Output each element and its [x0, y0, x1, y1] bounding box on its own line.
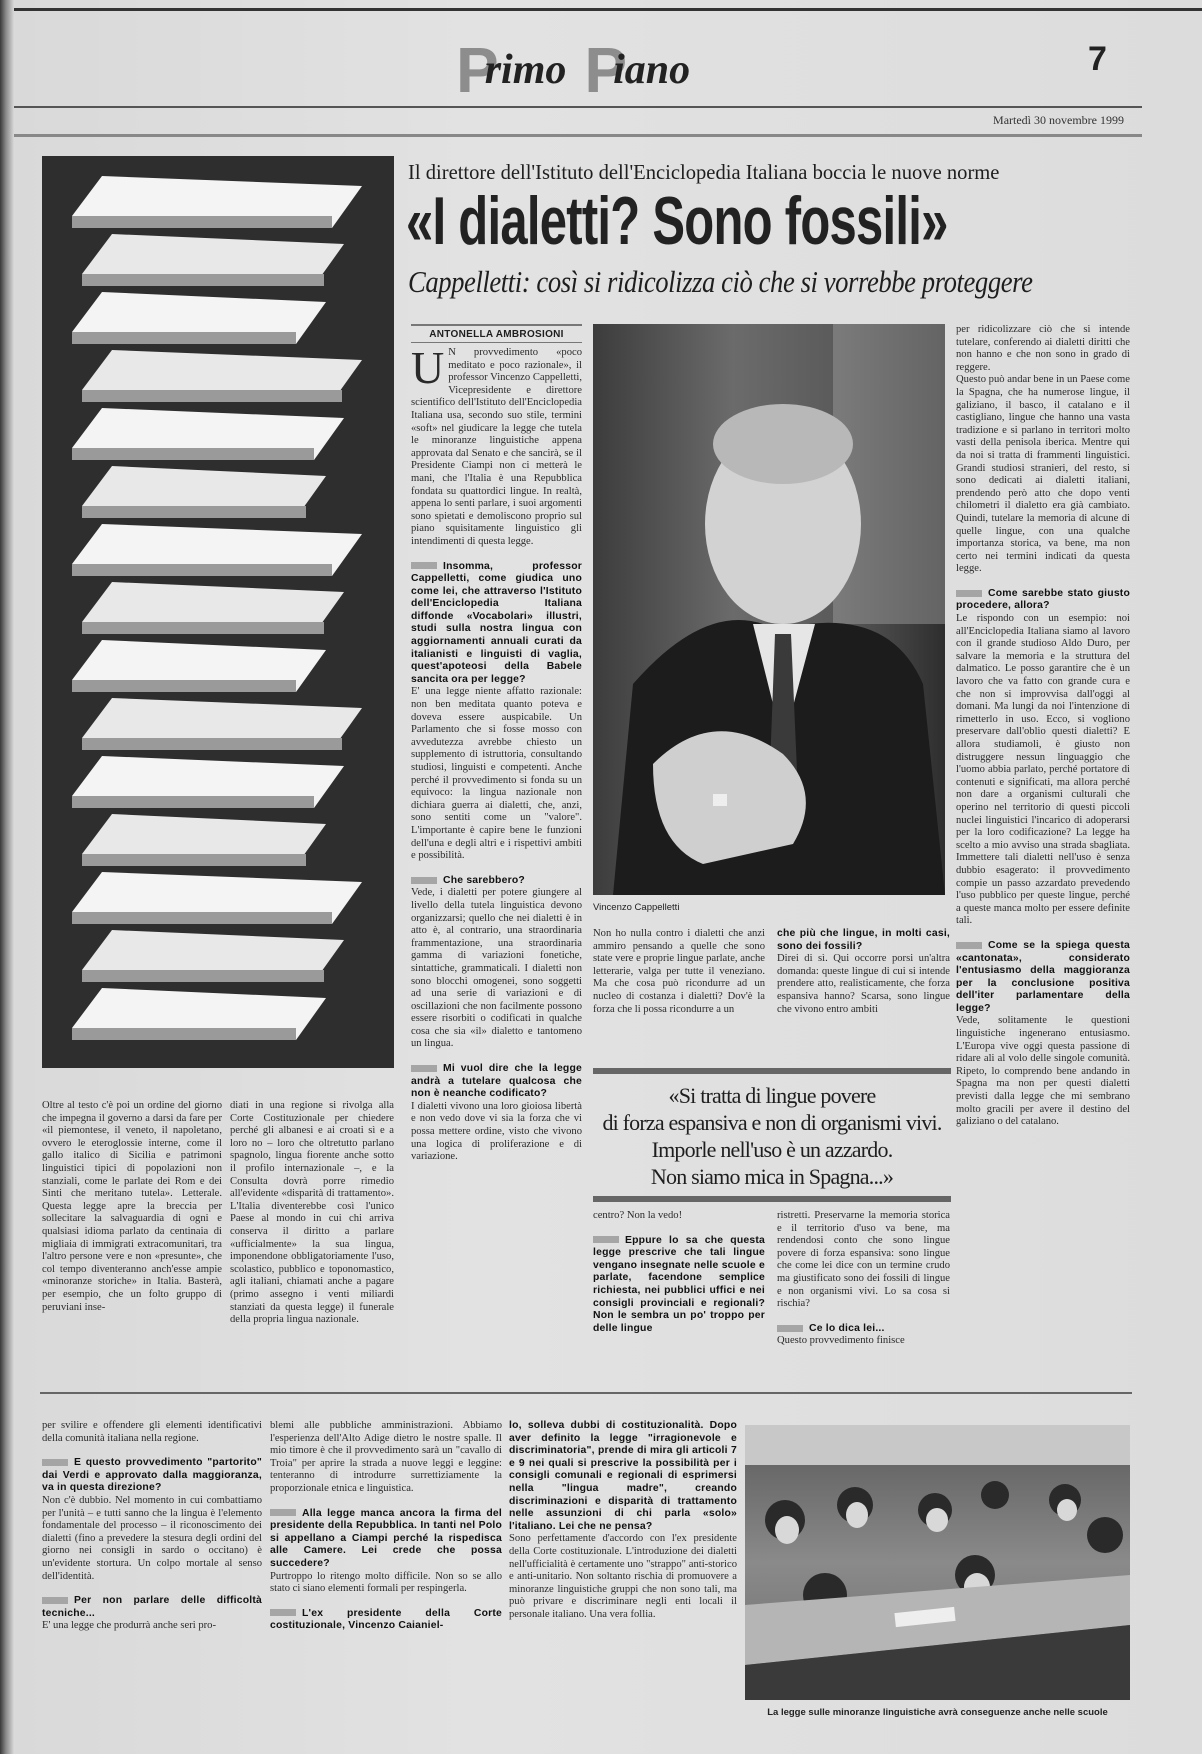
body-paragraph: E' una legge niente affatto razionale: non ben meditata quanto poteva e doveva essere auspicabile. Un Parlamento che si fosse mosso con avvedutezza avrebbe chiesto un supplemento di istruttoria, consultando studiosi, linguisti e competenti. Anche perché il provvedimento si fonda su un equivoco: la lingua nazionale non dichiara guerra ai dialetti, che, anzi, sono sentiti come un "valore". L'importante è capire bene le funzioni dell'una e degli altri e i rispettivi ambiti e possibilità. — [411, 686, 582, 862]
interview-question — [593, 1235, 765, 1336]
question-text: Per non parlare delle difficoltà tecniche... — [42, 1595, 262, 1619]
question-text: Mi vuol dire che la legge andrà a tutelare qualcosa che non è neanche codificato? — [411, 1063, 582, 1100]
interview-question — [777, 1323, 950, 1336]
book-spine — [72, 912, 332, 924]
question-marker-icon — [956, 942, 982, 949]
top-rule — [14, 8, 1202, 11]
body-paragraph: Oltre al testo c'è poi un ordine del giorno che impegna il governo a darsi da fare per «il piemontese, il veneto, il napoletano, ovvero le eteroglossie interne, come il gallo italico di Sicilia e patrimoni linguistici tipici di popolazioni non stanziali, come le parlate dei Rom e dei Sinti che meritano tutela». Letterale. Questa legge apre la breccia per sollecitare la salvaguardia di ogni e qualsiasi idioma parlato da centinaia di migliaia di immigrati extracomunitari, tra l'altro persone vere e non «presunte», che col tempo diventeranno anch'esse ampie «minoranze storiche» in Italia. Basterà, per esempio, che un folto gruppo di peruviani inse- — [42, 1100, 222, 1313]
section-divider — [40, 1392, 1132, 1394]
sidebar-column — [230, 1100, 394, 1388]
body-paragraph: Non ho nulla contro i dialetti che anzi ammiro pensando a quelle che sono state vere e proprie lingue parlate, anche letterarie, valga per tutte il veneziano. Ma che cosa può ricondurre ad un nucleo di costanza i dialetti? Dov'è la forza che li possa ricondurre a un — [593, 928, 765, 1015]
masthead-initial: P — [584, 34, 628, 106]
body-paragraph: per ridicolizzare ciò che si intende tutelare, conferendo ai dialetti diritti che non hanno e che non sono in grado di reggere. — [956, 324, 1130, 373]
question-text: Insomma, professor Cappelletti, come giudica uno come lei, che attraverso l'Istituto dell'Enciclopedia Italiana diffonde «Vocabolari» illustri, studi sulla nostra lingua con aggiornamenti annuali curati da italianisti e linguisti di vaglia, quest'apoteosi della Babele sancita ora per legge? — [411, 560, 582, 685]
sidebar-column — [42, 1100, 222, 1388]
question-marker-icon — [270, 1609, 296, 1616]
body-paragraph: blemi alle pubbliche amministrazioni. Abbiamo l'esperienza dell'Alto Adige dietro le nostre spalle. Il mio timore è che il provvedimento sarà un "cavallo di Troia" per aprire la strada a nuove leggi e leggine: tenteranno di introdurre surrettiziamente la proporzionale etnica e linguistica. — [270, 1420, 502, 1494]
masthead-word: rimo — [484, 47, 567, 93]
book-spine — [82, 970, 324, 982]
question-marker-icon — [411, 1065, 437, 1072]
question-marker-icon — [956, 590, 982, 597]
question-text: lo, solleva dubbi di costituzionalità. Dopo aver definito la legge "irragionevole e discriminatoria", prende di mira gli articoli 7 e 9 nei quali si prescrive la possibilità per i consigli comunali e regionali di esprimersi nella "lingua madre", creando discriminazioni e disparità di trattamento nelle assunzioni di chi parla «solo» l'italiano. Lei che ne pensa? — [509, 1420, 737, 1532]
masthead-word: iano — [613, 47, 691, 93]
books-stack-photo — [42, 156, 394, 1068]
interview-question — [42, 1595, 262, 1620]
book-spine — [82, 506, 306, 518]
article-column — [411, 347, 582, 1387]
question-marker-icon — [270, 1509, 296, 1516]
question-marker-icon — [593, 1236, 619, 1243]
headline: «I dialetti? Sono fossili» — [406, 183, 948, 259]
body-paragraph: centro? Non la vedo! — [593, 1210, 683, 1221]
pull-quote-line: «Si tratta di lingue povere — [668, 1083, 876, 1108]
interview-question — [956, 940, 1130, 1016]
pull-quote-line: Imporle nell'uso è un azzardo. — [651, 1137, 893, 1162]
body-paragraph: Questo può andar bene in un Paese come la Spagna, che ha numerose lingue, il galiziano, il basco, il catalano e il castigliano, lingue che hanno una vasta tradizione e si parlano in territori molto vasti della penisola iberica. Mentre qui da noi si tratta di frammenti linguistici. Grandi studiosi stranieri, del resto, si sono dedicati ai dialetti italiani, prendendo però atto che dopo venti chilometri il dialetto era già cambiato. Quindi, tutelare la memoria di alcune di quelle lingue, con una qualche importanza storica, va bene, ma non certo nei termini indicati da questa legge. — [956, 374, 1130, 575]
question-text: Come sarebbe stato giusto procedere, allora? — [956, 587, 1130, 612]
headline-kicker: Il direttore dell'Istituto dell'Enciclopedia Italiana boccia le nuove norme — [408, 160, 1000, 184]
classroom-scene — [745, 1425, 1130, 1700]
issue-date: Martedì 30 novembre 1999 — [993, 113, 1124, 127]
body-paragraph: Le rispondo con un esempio: noi all'Enciclopedia Italiana siamo al lavoro con il grande studioso Aldo Duro, per salvare la memoria e la struttura del dalmatico. Le posso garantire che è un lavoro che va fatto con grande cura e che non si improvvisa dall'oggi al domani. Ma lungi da noi l'intenzione di rimetterlo in uso. Ecco, si vogliono preservare dall'oblio questi dialetti? E allora studiamoli, è giusto non distruggere nessun linguaggio che l'uomo abbia parlato, perché portatore di contenuti e significati, ma allora perché non dare a organismi culturali che operino nel territorio di questi piccoli nuclei linguistici l'incarico di adoperarsi per la loro codificazione? La legge ha scelto a mio avviso una strada sbagliata. Immettere tali dialetti nell'uso è senza dubbio esagerato: il provvedimento compie un passo azzardato prevedendo l'uso pubblico per queste lingue, perché a queste manca molto per essere definite tali. — [956, 613, 1130, 927]
body-paragraph: I dialetti vivono una loro gioiosa libertà e non vedo dove vi sia la forza che vi possa mettere ordine, visto che vivono una logica di proliferazione e di variazione. — [411, 1100, 582, 1163]
question-text: Che sarebbero? — [443, 874, 525, 886]
question-marker-icon — [777, 1325, 803, 1332]
interview-question — [270, 1508, 502, 1571]
classroom-caption: La legge sulle minoranze linguistiche avrà conseguenze anche nelle scuole — [767, 1707, 1108, 1718]
pull-quote — [593, 1068, 951, 1202]
bottom-column — [42, 1420, 262, 1720]
header-rule — [14, 134, 1142, 137]
drop-cap: U — [411, 347, 445, 393]
page-number: 7 — [1088, 40, 1107, 78]
pull-quote-line: Non siamo mica in Spagna...» — [650, 1164, 894, 1189]
bottom-column — [270, 1420, 502, 1720]
book-spine — [72, 680, 296, 692]
question-marker-icon — [42, 1459, 68, 1466]
header-rule — [14, 106, 1142, 108]
question-text: L'ex presidente della Corte costituzionale, Vincenzo Caianiel- — [270, 1607, 502, 1632]
book-spine — [82, 274, 324, 286]
question-marker-icon — [42, 1597, 68, 1604]
book-spine — [72, 448, 314, 460]
article-column — [777, 928, 950, 1060]
book-spine — [82, 738, 342, 750]
interview-question — [777, 928, 950, 953]
portrait-photo — [593, 324, 945, 895]
portrait-figure — [593, 324, 945, 895]
question-text: che più che lingue, in molti casi, sono dei fossili? — [777, 928, 950, 952]
book-spine — [82, 622, 324, 634]
classroom-photo — [745, 1425, 1130, 1700]
lead-paragraph — [411, 347, 582, 549]
section-masthead — [456, 34, 708, 106]
question-text: E questo provvedimento "partorito" dai Verdi e approvato dalla maggioranza, va in questa direzione? — [42, 1457, 262, 1494]
subheadline: Cappelletti: così si ridicolizza ciò che si vorrebbe proteggere — [408, 264, 1033, 299]
body-paragraph: Sono perfettamente d'accordo con l'ex presidente della Corte costituzionale. L'introduzione dei dialetti nell'ufficialità è certamente uno "strappo" anti-storico e anti-unitario. Non soltanto rischia di promuovere a minoranze linguistiche gruppi che non sono tali, ma può privare e discriminare negli enti locali il personale italiano. Una vera follia. — [509, 1533, 737, 1620]
interview-question — [411, 875, 582, 888]
question-text: Ce lo dica lei... — [809, 1322, 885, 1334]
interview-question — [42, 1457, 262, 1495]
interview-question — [411, 561, 582, 687]
body-paragraph: Questo provvedimento finisce — [777, 1335, 905, 1347]
book-spine — [72, 332, 296, 344]
interview-question — [411, 1063, 582, 1101]
lead-text: N provvedimento «poco meditato e poco razionale», il professor Vincenzo Cappelletti, Vicepresidente e direttore scientifico dell'Istituto dell'Enciclopedia Italiana usa, secondo suo stile, termini «soft» nel giudicare la legge che tutela le minoranze linguistiche appena approvata dal Senato e che sancirà, se il Presidente Ciampi non ci metterà le mani, che l'Italia è una Repubblica fondata su quattordici lingue. In realtà, appena lo senti parlare, i suoi argomenti sono spietati e demoliscono proprio sul piano squisitamente linguistico gli intendimenti di questa legge. — [411, 347, 582, 547]
question-text: Alla legge manca ancora la firma del presidente della Repubblica. In tanti nel Polo si appellano a Ciampi perché la rispedisca alle Camere. Lei crede che possa succedere? — [270, 1507, 502, 1569]
body-paragraph: Non c'è dubbio. Nel momento in cui combattiamo per l'unità – e tutti sanno che la lingua è l'elemento fondamentale del processo – il riconoscimento dei dialetti (fino a prevedere la stesura degli ordini del giorno nei consigli in sardo o occitano) è un'evidente stortura. Un colpo mortale al senso dell'identità. — [42, 1494, 262, 1582]
book-spine — [72, 796, 314, 808]
portrait-caption: Vincenzo Cappelletti — [593, 902, 680, 913]
body-paragraph: E' una legge che produrrà anche seri pro- — [42, 1620, 216, 1632]
article-column — [593, 1210, 765, 1388]
question-text: Come se la spiega questa «cantonata», considerato l'entusiasmo della maggioranza per la conclusione positiva dell'iter parlamentare della legge? — [956, 939, 1130, 1014]
body-paragraph: Direi di sì. Qui occorre porsi un'altra domanda: queste lingue di cui si intende prendere atto, realisticamente, che forza espansiva hanno? Scarsa, sono lingue che vivono entro ambiti — [777, 953, 950, 1015]
body-paragraph: ristretti. Preservarne la memoria storica e il territorio d'uso va bene, ma rendendosi conto che sono lingue povere di forza espansiva: sono lingue che come lei dice con un termine crudo ma giustificato sono dei fossili di lingue e non organismi vivi. Lo sa cosa si rischia? — [777, 1210, 950, 1310]
book-spine — [72, 564, 332, 576]
book-spine — [72, 216, 332, 228]
body-paragraph: Vede, solitamente le questioni linguistiche ingenerano entusiasmo. L'Europa vive oggi questa passione di ridare ali al volo delle singole comunità. Ripeto, lo comprendo bene andando in Spagna ma non per questi dialetti previsti dalla legge che mi sembrano molto gracili per avere il destino del galiziano o del catalano. — [956, 1015, 1130, 1128]
article-column — [956, 324, 1130, 1388]
books-illustration — [42, 156, 394, 1068]
interview-question — [509, 1420, 737, 1533]
book-spine — [72, 1028, 296, 1040]
book-spine — [82, 390, 342, 402]
question-marker-icon — [411, 877, 437, 884]
masthead-initial: P — [456, 34, 499, 106]
pull-quote-line: di forza espansiva e non di organismi vivi. — [602, 1110, 942, 1135]
book-spine — [82, 854, 306, 866]
body-paragraph: diati in una regione si rivolga alla Corte Costituzionale per chiedere perché gli albanesi e ai croati sì e a loro no – loro che oltretutto parlano spagnolo, lingua fiorente anche sotto il profilo internazionale –, e la Consulta dovrà porre rimedio all'evidente «disparità di trattamento». L'Italia diventerebbe così l'unico Paese al mondo in cui chi arriva conserva il diritto a parlare «ufficialmente» la sua lingua, imponendone obbligatoriamente l'uso, scolastico, pubblico e toponomastico, agli italiani, chiamati anche a pagare (primo assegno i venti miliardi stanziati da questa legge) il funerale della propria lingua nazionale. — [230, 1100, 394, 1326]
interview-question — [270, 1608, 502, 1633]
body-paragraph: per svilire e offendere gli elementi identificativi della comunità italiana nella regione. — [42, 1420, 262, 1444]
interview-question — [956, 588, 1130, 613]
body-paragraph: Vede, i dialetti per potere giungere al livello della tutela linguistica devono organizzarsi; quello che nei dialetti è in atto è, al contrario, una straordinaria frammentazione, una straordinaria gamma di variazioni fonetiche, sintattiche, grammaticali. I dialetti non sono blocchi omogenei, sono soggetti ad una serie di variazioni e di oscillazioni che non facilmente possono essere risorbiti o codificati in qualche cosa che sia «il» dialetto e tantomeno un lingua. — [411, 887, 582, 1050]
question-text: Eppure lo sa che questa legge prescrive che tali lingue vengano insegnate nelle scuole e parlate, facendone semplice richiesta, nei pubblici uffici e nei consigli provinciali e regionali? Non le sembra un po' troppo per delle lingue — [593, 1234, 765, 1334]
body-paragraph: Purtroppo lo ritengo molto difficile. Non so se allo stato ci siano elementi formali per respingerla. — [270, 1570, 502, 1595]
article-column — [593, 928, 765, 1060]
byline: ANTONELLA AMBROSIONI — [411, 324, 582, 343]
question-marker-icon — [411, 562, 437, 569]
article-column — [777, 1210, 950, 1388]
bottom-column — [509, 1420, 737, 1720]
